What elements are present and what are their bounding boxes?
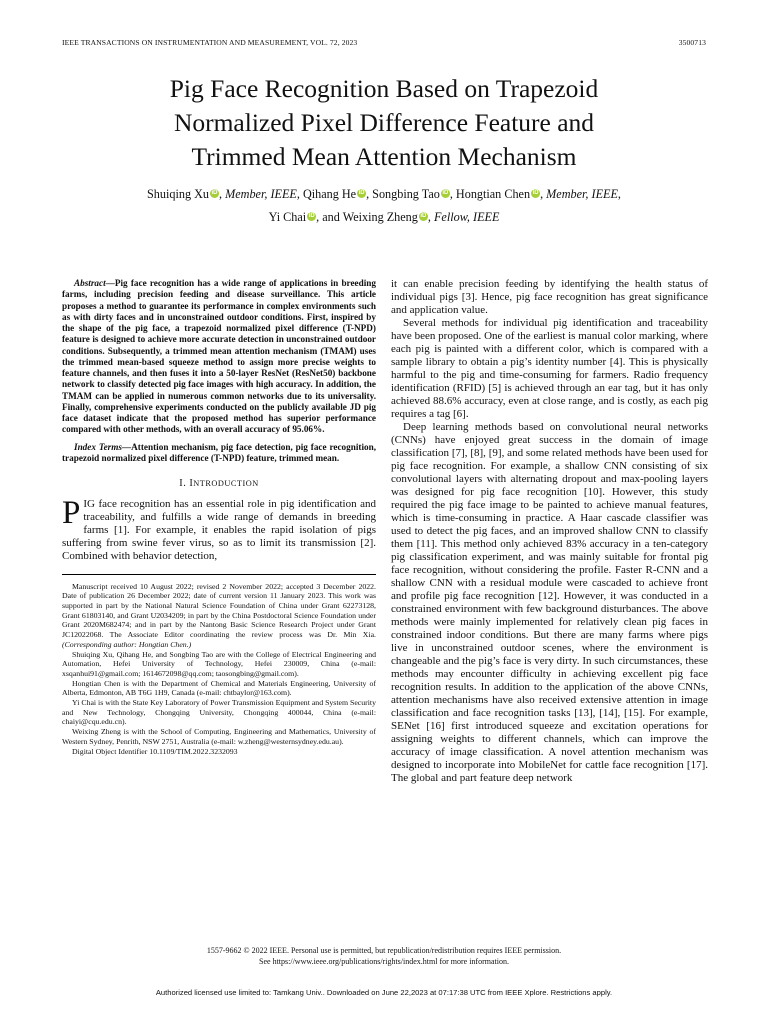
orcid-icon[interactable]: iD — [358, 190, 365, 196]
title-line-2: Normalized Pixel Difference Feature and — [173, 108, 595, 137]
intro-first-paragraph: PIG face recognition has an essential role in pig identification and traceability, and fulfills a wide range of demands in breeding farms [1]. For example, it enables the rapid isolation of pigs suffering from swine fever virus, so as to limit its transmission [2]. Combined with behavior detection, — [62, 494, 376, 562]
right-column — [391, 278, 708, 785]
footnote-manuscript: Manuscript received 10 August 2022; revised 2 November 2022; accepted 3 December 2022. Date of publication 26 December 2022; date of current version 11 January 2023. This work was supported in part by the National Natural Science Foundation of China under Grant 62273128, Grant 61803140, and Grant U2034209; in part by the China Postdoctoral Science Foundation under Grant 2020M682474; and in part by the Nantong Basic Science Research Project under Grant JC12022068. The Associate Editor coordinating the review process was Dr. Min Xia. (Corresponding author: Hongtian Chen.) — [62, 581, 376, 649]
author-membership: Member, IEEE — [225, 187, 297, 201]
left-column — [62, 278, 376, 756]
orcid-icon[interactable]: iD — [211, 190, 218, 196]
author-line-2: Yi Chai iD , and Weixing Zheng iD , Fellow, IEEE — [268, 210, 500, 224]
footnote-affiliation: Yi Chai is with the State Key Laboratory of Power Transmission Equipment and System Security and New Technology, Chongqing University, Chongqing 400044, China (e-mail: chaiyi@cqu.edu.cn). — [62, 698, 376, 727]
title-line-3: Trimmed Mean Attention Mechanism — [191, 142, 577, 171]
title-line-1: Pig Face Recognition Based on Trapezoid — [169, 74, 599, 103]
body-paragraph: Several methods for individual pig identification and traceability have been proposed. One of the earliest is manual color marking, where each pig is painted with a different color, which is compared with a sample library to obtain a pig’s identity number [4]. This is physically harmful to the pig and time-consuming for farmers. Radio frequency identification (RFID) [5] is achieved through an ear tag, but it has only achieved 88.6% accuracy, even at close range, and is costly, as each pig requires a tag [6]. — [391, 317, 708, 420]
footnote-affiliation: Weixing Zheng is with the School of Computing, Engineering and Mathematics, University of Western Sydney, Penrith, NSW 2751, Australia (e-mail: w.zheng@westernsydney.edu.au). — [62, 727, 376, 746]
copyright-line-1: 1557-9662 © 2022 IEEE. Personal use is permitted, but republication/redistribution requires IEEE permission. — [206, 946, 562, 955]
author-name: Weixing Zheng — [342, 210, 418, 224]
author-name: Yi Chai — [268, 210, 307, 224]
index-terms-label: Index Terms— — [74, 441, 132, 452]
abstract-label: Abstract— — [74, 278, 115, 288]
journal-name: IEEE TRANSACTIONS ON INSTRUMENTATION AND MEASUREMENT, VOL. 72, 2023 — [62, 38, 358, 47]
copyright-notice — [0, 946, 768, 967]
section-heading-introduction: I. INTRODUCTION — [179, 478, 259, 489]
abstract-text: Pig face recognition has a wide range of applications in breeding farms, including precision feeding and disease surveillance. This article proposes a method to guarantee its performance in complex environments such as with dirty faces and in unconstrained outdoor conditions. First, inspired by the shape of the pig face, a trapezoid normalized pixel difference (T-NPD) feature is designed to achieve more accurate detection in unconstrained outdoor conditions. Subsequently, a trimmed mean attention mechanism (TMAM) uses the trimmed mean-based squeeze method to assign more precise weights to feature channels, and then fuses it into a 50-layer ResNet (ResNet50) backbone network to classify detected pig face images with high accuracy. In addition, the TMAM can be applied in numerous common networks due to its universality. Finally, comprehensive experiments conducted on the publicly available JD pig face dataset indicate that the proposed method has superior performance compared with other methods, with an overall accuracy of 95.06%. — [62, 278, 376, 435]
author-list — [60, 183, 708, 229]
orcid-icon[interactable]: iD — [420, 213, 427, 219]
footnote-affiliation: Hongtian Chen is with the Department of Chemical and Materials Engineering, University of Alberta, Edmonton, AB T6G 1H9, Canada (e-mail: chtbaylor@163.com). — [62, 678, 376, 698]
author-membership: Fellow, IEEE — [433, 210, 500, 224]
orcid-icon[interactable]: iD — [308, 213, 315, 219]
orcid-icon[interactable]: iD — [442, 190, 449, 196]
index-terms-text: Attention mechanism, pig face detection, pig face recognition, trapezoid normalized pixel difference (T-NPD) feature, trimmed mean. — [62, 441, 376, 463]
drop-cap: P — [62, 494, 81, 531]
author-membership: Member, IEEE — [546, 187, 618, 201]
author-name: Hongtian Chen — [455, 187, 531, 201]
author-name: Shuiqing Xu — [147, 187, 209, 201]
paper-title — [0, 72, 768, 174]
body-paragraph: Deep learning methods based on convolutional neural networks (CNNs) have enjoyed great success in the domain of image classification [7], [8], [9], and some related methods have been used for pig face recognition. For example, a shallow CNN consisting of six convolutional layers with alternating dropout and max-pooling layers was designed for pig face recognition [10]. However, this study required the pig face image to be painted to achieve manual features, which is time-consuming in practice. A Haar cascade classifier was used to detect the pig faces, and an improved shallow CNN to classify them [11]. This method only achieved 83% accuracy in a ten-category pig classification experiment, and was mainly suitable for frontal pig face recognition, without considering the profile. Faster R-CNN and a shallow CNN with a residual module were cascaded to achieve front and profile pig face recognition [12]. However, it was conducted in a constrained environment with few background disturbances. The above methods were mainly implemented for relatively clean pig faces in constrained indoor conditions. But there are many farms where pigs live in unconstrained outdoor scenes, where the environment is changeable and the pig’s face is very dirty. In such circumstances, these methods may encounter difficulty in achieving excellent pig face recognition results. In addition to the application of the above CNNs, attention mechanisms have also received extensive attention in image classification and face recognition tasks [13], [14], [15]. For example, SENet [16] first introduced squeeze and excitation operations for assigning weights to different channels, which can improve the accuracy of image classification. A novel attention mechanism was designed to incorporate into MobileNet for cattle face recognition [17]. The global and part feature deep network — [391, 421, 708, 784]
footnote-affiliation: Shuiqing Xu, Qihang He, and Songbing Tao are with the College of Electrical Engineering and Automation, Hefei University of Technology, Hefei 230009, China (e-mail: xsqanhui91@gmail.com; 1614672098@qq.com; taosongbing@gmail.com). — [62, 649, 376, 678]
footnote-doi[interactable]: Digital Object Identifier 10.1109/TIM.2022.3232093 — [72, 746, 238, 756]
running-header — [62, 38, 706, 47]
abstract — [62, 278, 376, 436]
author-name: Songbing Tao — [372, 187, 440, 201]
author-line-1: Shuiqing Xu iD , Member, IEEE, Qihang He iD , Songbing Tao iD , Hongtian Chen iD , Member, IEEE, — [147, 187, 621, 201]
article-number: 3500713 — [678, 38, 706, 47]
body-paragraph: it can enable precision feeding by identifying the health status of individual pigs [3]. Hence, pig face recognition has great significance and application value. — [391, 278, 708, 316]
footnote-divider — [62, 574, 376, 575]
orcid-icon[interactable]: iD — [532, 190, 539, 196]
copyright-line-2[interactable]: See https://www.ieee.org/publications/rights/index.html for more information. — [259, 956, 509, 966]
index-terms — [62, 442, 376, 465]
license-footer: Authorized licensed use limited to: Tamkang Univ.. Downloaded on June 22,2023 at 07:17:38 UTC from IEEE Xplore. Restrictions apply. — [155, 988, 613, 997]
author-name: Qihang He — [302, 187, 357, 201]
